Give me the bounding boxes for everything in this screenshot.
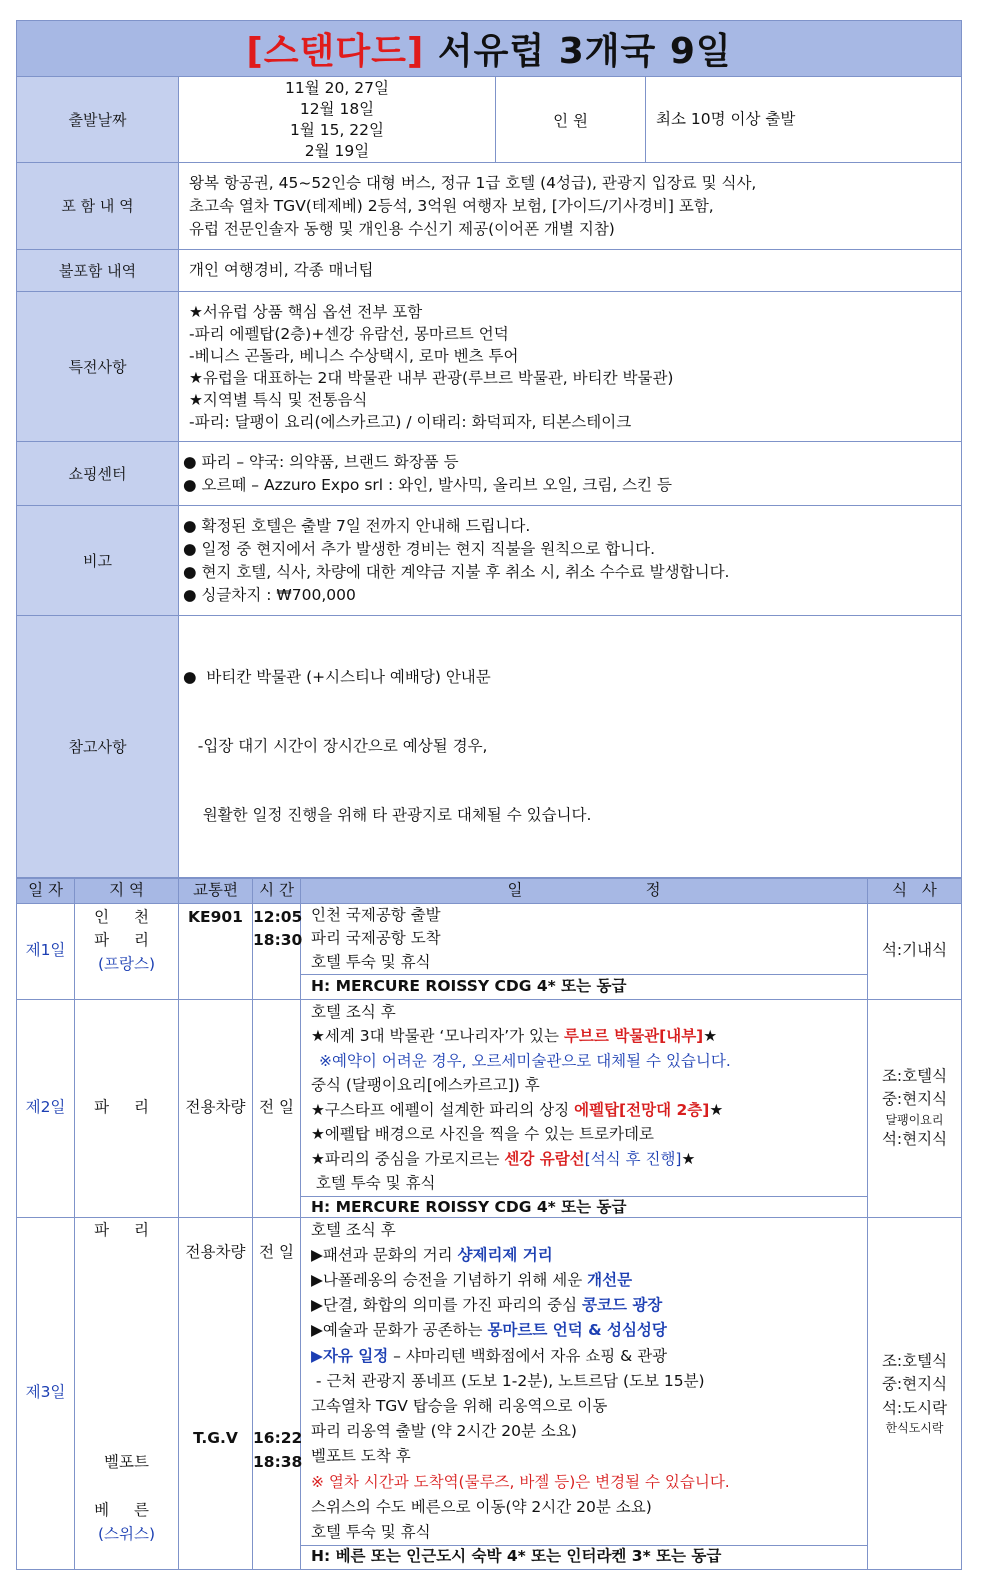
special-line: -베니스 곤돌라, 베니스 수상택시, 로마 벤츠 투어 [189, 346, 519, 365]
page-title [17, 21, 962, 77]
day3-schedule [301, 1217, 868, 1569]
header-meal: 식 사 [868, 879, 962, 904]
included-label: 포 함 내 역 [17, 163, 179, 250]
itinerary-table [16, 878, 962, 1570]
schedule-line: 호텔 조식 후 [311, 1002, 396, 1021]
schedule-line: ★구스타프 에펠이 설계한 파리의 상징 에펠탑[전망대 2층]★ [311, 1100, 724, 1119]
day2-region: 파 리 [75, 999, 179, 1217]
special-line: -파리: 달팽이 요리(에스카르고) / 이태리: 화덕피자, 티본스테이크 [189, 412, 632, 431]
departure-line: 12월 18일 [299, 99, 375, 118]
header-day: 일 자 [17, 879, 75, 904]
region-name: 베 른 [94, 1500, 159, 1519]
day2-label: 제2일 [17, 999, 75, 1217]
departure-line: 2월 19일 [304, 141, 370, 160]
day2-transport: 전용차량 [179, 999, 253, 1217]
arc-highlight: 개선문 [587, 1270, 633, 1289]
departure-label: 출발날짜 [17, 77, 179, 163]
title-main: 서유럽 3개국 9일 [437, 31, 732, 72]
day3-transport [179, 1217, 253, 1569]
shopping-label: 쇼핑센터 [17, 442, 179, 506]
schedule-line: 벨포트 도착 후 [311, 1447, 411, 1466]
day1-schedule [301, 903, 868, 999]
people-label: 인 원 [496, 77, 646, 163]
day1-row [17, 903, 962, 999]
remarks-content [179, 506, 962, 616]
day1-meal: 석:기내식 [868, 903, 962, 999]
header-transport: 교통편 [179, 879, 253, 904]
schedule-line: 호텔 투숙 및 휴식 [311, 1522, 431, 1541]
departure-dates [179, 77, 496, 163]
header-schedule: 일 정 [301, 879, 868, 904]
time-value: 16:22 [253, 1428, 303, 1447]
schedule-line: 스위스의 수도 베른으로 이동(약 2시간 20분 소요) [311, 1497, 652, 1516]
schedule-line: 인천 국제공항 출발 [311, 905, 441, 924]
time-value: 18:38 [253, 1452, 303, 1471]
meal-breakfast: 조:호텔식 [881, 1066, 948, 1085]
day3-times [253, 1217, 301, 1569]
meal-note: 달팽이요리 [885, 1112, 944, 1127]
notes-line: ● 바티칸 박물관 (+시스티나 예배당) 안내문 [183, 668, 491, 686]
region-name: 인 천 [94, 907, 159, 926]
schedule-line: 호텔 투숙 및 휴식 [311, 1174, 436, 1192]
schedule-line: 호텔 투숙 및 휴식 [311, 952, 431, 971]
day1-transport: KE901 [179, 903, 253, 999]
schedule-line: ▶패션과 문화의 거리 샹제리제 거리 [311, 1245, 553, 1264]
schedule-line: ▶예술과 문화가 공존하는 몽마르트 언덕 & 성심성당 [311, 1321, 667, 1340]
day1-region [75, 903, 179, 999]
shopping-line: ● 오르떼 – Azzuro Expo srl : 와인, 발사믹, 올리브 오일, 크림, 스킨 등 [183, 475, 673, 494]
remarks-line: ● 현지 호텔, 식사, 차량에 대한 계약금 지불 후 취소 시, 취소 수수료 발생합니다. [183, 562, 730, 581]
schedule-line: ▶자유 일정 – 샤마리텐 백화점에서 자유 쇼핑 & 관광 [311, 1346, 668, 1365]
shopping-content [179, 442, 962, 506]
meal-dinner: 석:도시락 [881, 1398, 948, 1417]
schedule-line: 파리 국제공항 도착 [311, 929, 441, 947]
transport-value: 전용차량 [185, 1242, 246, 1261]
schedule-line: - 근처 관광지 퐁네프 (도보 1-2분), 노트르담 (도보 15분) [311, 1371, 705, 1390]
region-country: (스위스) [97, 1524, 155, 1543]
special-line: -파리 에펠탑(2층)+센강 유람선, 몽마르트 언덕 [189, 324, 509, 343]
title-bracket: [스탠다드] [246, 31, 425, 72]
notes-content [179, 616, 962, 878]
region-name: 파 리 [94, 931, 159, 949]
header-time: 시 간 [253, 879, 301, 904]
excluded-label: 불포함 내역 [17, 250, 179, 292]
free-schedule-highlight: ▶자유 일정 [311, 1346, 389, 1365]
meal-lunch: 중:현지식 [881, 1090, 948, 1109]
special-line: ★유럽을 대표하는 2대 박물관 내부 관광(루브르 박물관, 바티칸 박물관) [189, 368, 674, 387]
special-content [179, 292, 962, 442]
header-region: 지 역 [75, 879, 179, 904]
remarks-label: 비고 [17, 506, 179, 616]
hotel-line: H: 베른 또는 인근도시 숙박 4* 또는 인터라켄 3* 또는 동급 [301, 1545, 867, 1566]
remarks-line: ● 확정된 호텔은 출발 7일 전까지 안내해 드립니다. [183, 516, 531, 535]
day2-row [17, 999, 962, 1217]
montmartre-highlight: 몽마르트 언덕 & 성심성당 [487, 1321, 667, 1340]
day1-label: 제1일 [17, 903, 75, 999]
included-line: 왕복 항공권, 45~52인승 대형 버스, 정규 1급 호텔 (4성급), 관광지 입장료 및 식사, [189, 173, 757, 192]
day3-region [75, 1217, 179, 1569]
notes-label: 참고사항 [17, 616, 179, 878]
itinerary-document [16, 20, 961, 1570]
meal-note: 한식도시락 [885, 1421, 944, 1436]
time-value: 전 일 [259, 1242, 294, 1261]
included-line: 초고속 열차 TGV(테제베) 2등석, 3억원 여행자 보험, [가이드/기사경비] 포함, [189, 196, 714, 215]
special-line: ★지역별 특식 및 전통음식 [189, 390, 368, 409]
hotel-line: H: MERCURE ROISSY CDG 4* 또는 동급 [301, 1196, 867, 1217]
day2-time: 전 일 [253, 999, 301, 1217]
champs-elysees-highlight: 샹제리제 거리 [457, 1245, 553, 1264]
included-line: 유럽 전문인솔자 동행 및 개인용 수신기 제공(이어폰 개별 지참) [189, 219, 615, 238]
time-value: 12:05 [253, 907, 303, 926]
special-label: 특전사항 [17, 292, 179, 442]
region-name: 파 리 [94, 1220, 159, 1239]
remarks-line: ● 일정 중 현지에서 추가 발생한 경비는 현지 직불을 원칙으로 합니다. [183, 539, 655, 558]
transport-value: T.G.V [193, 1428, 238, 1447]
schedule-line: ▶단결, 화합의 의미를 가진 파리의 중심 콩코드 광장 [311, 1296, 663, 1315]
schedule-line: ★에펠탑 배경으로 사진을 찍을 수 있는 트로카데로 [311, 1125, 654, 1143]
schedule-note: ※ 열차 시간과 도착역(물루즈, 바젤 등)은 변경될 수 있습니다. [311, 1472, 730, 1491]
seine-highlight: 센강 유람선 [504, 1149, 585, 1168]
region-name: 벨포트 [104, 1452, 149, 1471]
included-content [179, 163, 962, 250]
schedule-line: ▶나폴레옹의 승전을 기념하기 위해 세운 개선문 [311, 1270, 633, 1289]
schedule-line: ★세계 3대 박물관 ‘모나리자’가 있는 루브르 박물관[내부]★ [311, 1027, 718, 1045]
region-country: (프랑스) [97, 954, 155, 973]
remarks-line: ● 싱글차지 : ₩700,000 [183, 585, 356, 604]
excluded-value: 개인 여행경비, 각종 매너팁 [179, 250, 962, 292]
schedule-note: ※예약이 어려운 경우, 오르세미술관으로 대체될 수 있습니다. [319, 1051, 731, 1070]
day3-row [17, 1217, 962, 1569]
notes-line: -입장 대기 시간이 장시간으로 예상될 경우, [183, 737, 488, 755]
departure-line: 11월 20, 27일 [285, 78, 389, 97]
concorde-highlight: 콩코드 광장 [582, 1296, 663, 1315]
day3-label: 제3일 [17, 1217, 75, 1569]
day3-meal [868, 1217, 962, 1569]
schedule-line: 호텔 조식 후 [311, 1220, 396, 1239]
info-table [16, 20, 962, 878]
notes-line: 원활한 일정 진행을 위해 타 관광지로 대체될 수 있습니다. [183, 806, 592, 824]
day2-schedule [301, 999, 868, 1217]
departure-line: 1월 15, 22일 [289, 120, 385, 139]
louvre-highlight: 루브르 박물관[내부] [563, 1027, 704, 1045]
hotel-line: H: MERCURE ROISSY CDG 4* 또는 동급 [301, 974, 867, 999]
schedule-line: 파리 리옹역 출발 (약 2시간 20분 소요) [311, 1422, 577, 1441]
time-value: 18:30 [253, 931, 303, 949]
meal-dinner: 석:현지식 [881, 1129, 948, 1148]
people-value: 최소 10명 이상 출발 [646, 77, 962, 163]
schedule-line: ★파리의 중심을 가로지르는 센강 유람선[석식 후 진행]★ [311, 1149, 696, 1168]
eiffel-highlight: 에펠탑[전망대 2층] [574, 1100, 710, 1119]
schedule-line: 중식 (달팽이요리[에스카르고]) 후 [311, 1076, 540, 1094]
special-line: ★서유럽 상품 핵심 옵션 전부 포함 [189, 302, 423, 321]
shopping-line: ● 파리 – 약국: 의약품, 브랜드 화장품 등 [183, 452, 459, 471]
meal-lunch: 중:현지식 [881, 1375, 948, 1394]
schedule-line: 고속열차 TGV 탑승을 위해 리옹역으로 이동 [311, 1396, 608, 1415]
day1-times [253, 903, 301, 999]
meal-breakfast: 조:호텔식 [881, 1351, 948, 1370]
day2-meal [868, 999, 962, 1217]
